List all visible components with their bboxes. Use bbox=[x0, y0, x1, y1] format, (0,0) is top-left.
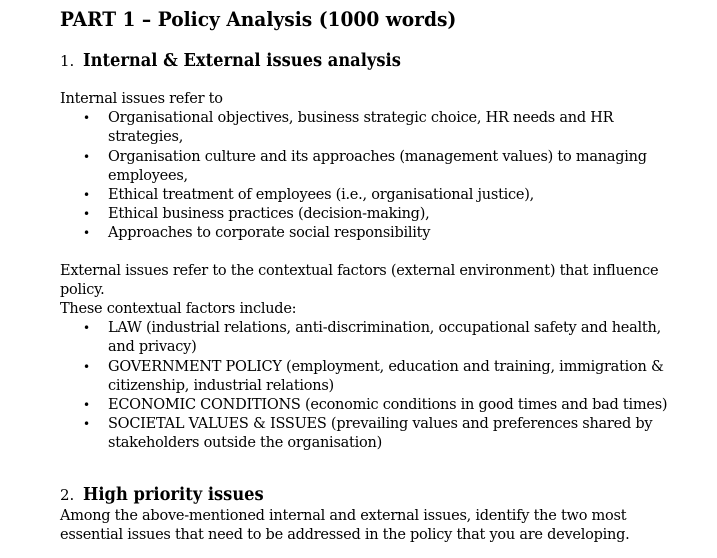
list-item bbox=[60, 396, 710, 415]
bullet-icon: • bbox=[83, 149, 90, 164]
section-2-body-line-2: essential issues that need to be addressed in the policy that you are developing. bbox=[60, 526, 630, 543]
section-2-title: High priority issues bbox=[82, 484, 264, 505]
bullet-icon: • bbox=[83, 398, 90, 413]
bullet-icon: • bbox=[83, 188, 90, 203]
document-page bbox=[60, 6, 710, 545]
section-1-title: Internal & External issues analysis bbox=[82, 51, 401, 71]
list-item bbox=[60, 109, 710, 147]
list-item-text: SOCIETAL VALUES & ISSUES (prevailing values and preferences shared by bbox=[108, 416, 653, 433]
list-item-text: ECONOMIC CONDITIONS (economic conditions in good times and bad times) bbox=[108, 397, 668, 414]
list-item-text: employees, bbox=[108, 167, 188, 184]
internal-issues-list bbox=[60, 109, 710, 243]
internal-issues-intro: Internal issues refer to bbox=[60, 91, 223, 107]
list-item-text: LAW (industrial relations, anti-discrimination, occupational safety and health, bbox=[108, 320, 661, 337]
section-2-body-line-1: Among the above-mentioned internal and external issues, identify the two most bbox=[60, 507, 627, 524]
list-item-text: stakeholders outside the organisation) bbox=[108, 435, 382, 452]
list-item-text: and privacy) bbox=[108, 339, 197, 356]
section-1-number: 1. bbox=[60, 52, 75, 70]
list-item-text: strategies, bbox=[108, 129, 184, 146]
list-item-text: Ethical treatment of employees (i.e., organisational justice), bbox=[108, 187, 534, 204]
external-issues-list bbox=[60, 319, 710, 453]
external-issues-intro-line-3: These contextual factors include: bbox=[60, 301, 297, 318]
external-issues-intro-line-1: External issues refer to the contextual factors (external environment) that influence bbox=[60, 262, 659, 279]
list-item bbox=[60, 415, 710, 453]
section-2-number: 2. bbox=[60, 485, 75, 504]
part-title: PART 1 – Policy Analysis (1000 words) bbox=[60, 7, 457, 31]
list-item-text: Approaches to corporate social responsibility bbox=[108, 225, 431, 242]
list-item bbox=[60, 319, 710, 357]
section-1-heading bbox=[60, 46, 710, 73]
list-item bbox=[60, 358, 710, 396]
list-item-text: Organisational objectives, business strategic choice, HR needs and HR bbox=[108, 110, 614, 127]
bullet-icon: • bbox=[83, 111, 90, 126]
external-issues-intro-line-2: policy. bbox=[60, 281, 105, 298]
bullet-icon: • bbox=[83, 226, 90, 241]
list-item bbox=[60, 148, 710, 186]
section-2-heading bbox=[60, 480, 710, 507]
list-item-text: citizenship, industrial relations) bbox=[108, 377, 334, 394]
list-item bbox=[60, 205, 710, 224]
list-item bbox=[60, 224, 710, 243]
bullet-icon: • bbox=[83, 359, 90, 374]
bullet-icon: • bbox=[83, 207, 90, 222]
bullet-icon: • bbox=[83, 321, 90, 336]
list-item-text: Ethical business practices (decision-making), bbox=[108, 206, 430, 223]
bullet-icon: • bbox=[83, 417, 90, 432]
list-item-text: Organisation culture and its approaches (management values) to managing bbox=[108, 148, 647, 165]
list-item bbox=[60, 186, 710, 205]
list-item-text: GOVERNMENT POLICY (employment, education and training, immigration & bbox=[108, 358, 664, 375]
